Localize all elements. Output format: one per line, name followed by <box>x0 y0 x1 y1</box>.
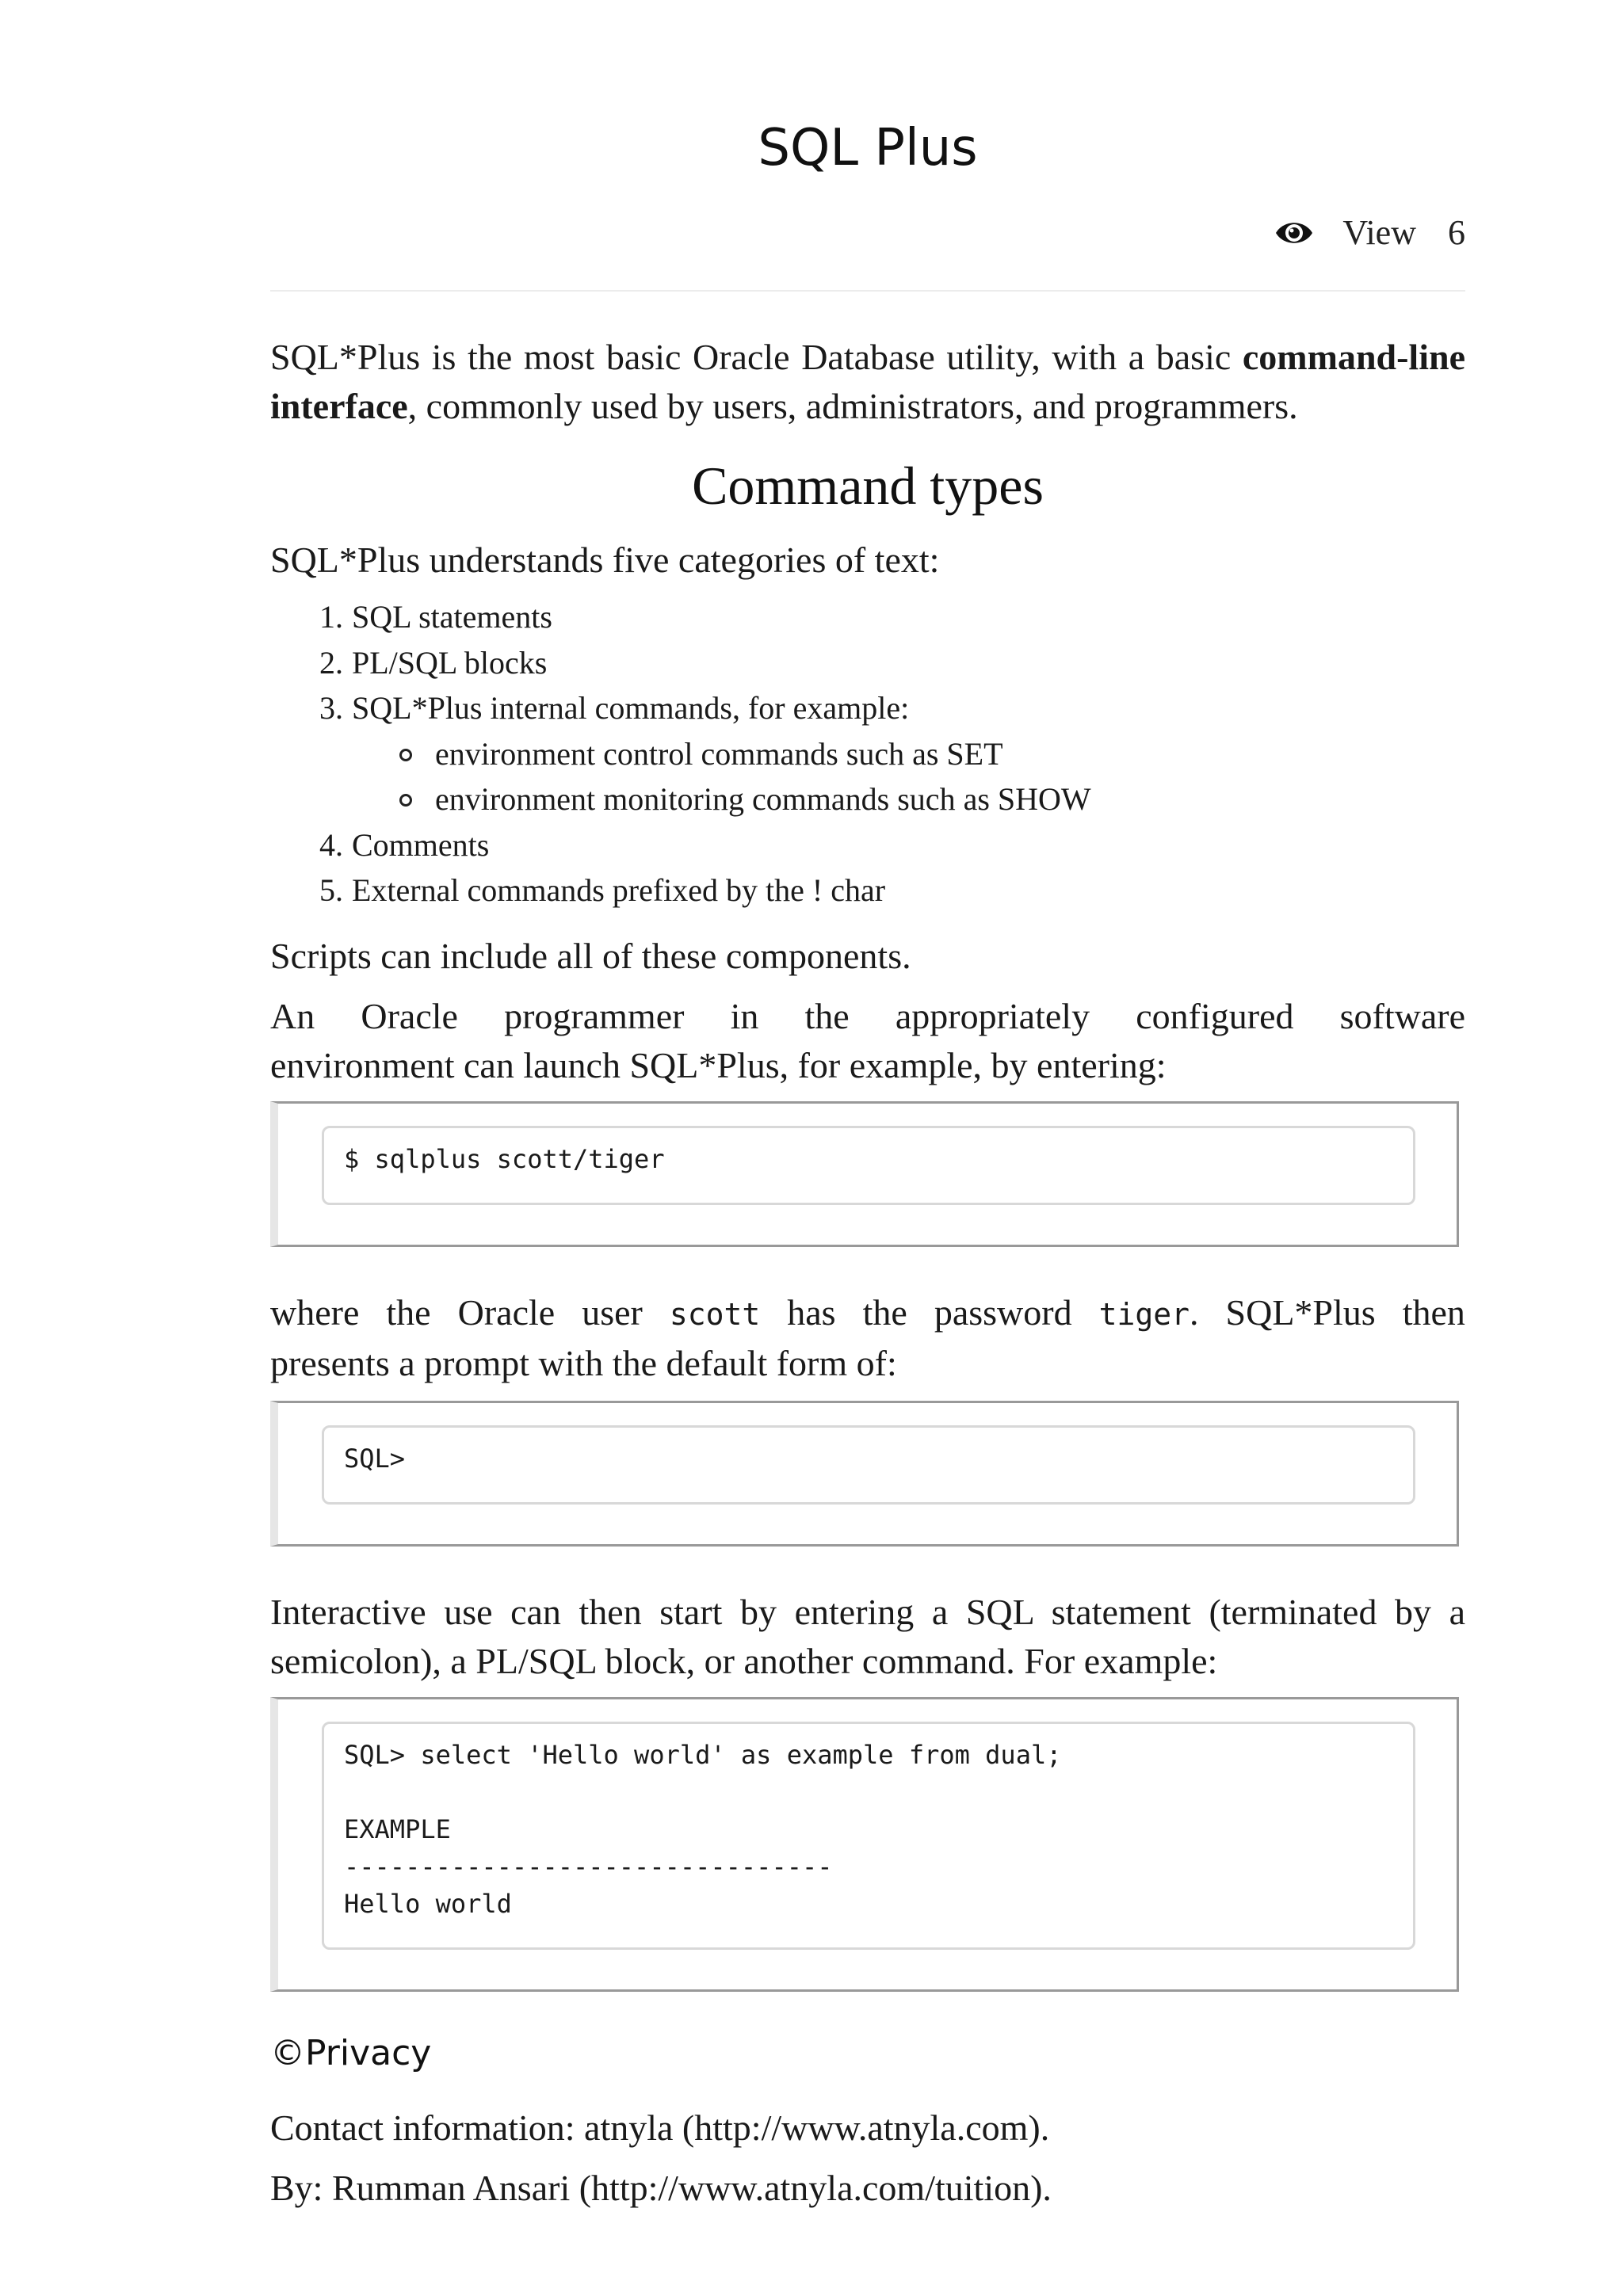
list-item-text: External commands prefixed by the ! char <box>352 872 886 908</box>
list-item-text: PL/SQL blocks <box>352 644 548 681</box>
list-item-number: 4. <box>319 826 343 863</box>
inline-code-user: scott <box>669 1297 761 1332</box>
contact-info: Contact information: atnyla (http://www.atnyla.com). <box>270 2107 1050 2148</box>
sub-list-item <box>270 731 1091 777</box>
page-title: SQL Plus <box>758 119 978 177</box>
prompt-word: the <box>386 1292 431 1333</box>
prompt-paragraph <box>270 1288 1465 1388</box>
section-heading: Command types <box>692 456 1044 516</box>
bullet-circle-icon <box>399 794 412 807</box>
categories-list <box>270 594 1091 913</box>
author-byline: By: Rumman Ansari (http://www.atnyla.com/tuition). <box>270 2168 1052 2208</box>
list-item <box>270 640 1091 686</box>
list-item-number: 2. <box>319 644 343 681</box>
intro-paragraph <box>270 333 1465 431</box>
eye-icon <box>1274 217 1314 249</box>
view-counter <box>1274 212 1465 253</box>
prompt-word: the <box>862 1292 907 1333</box>
prompt-word: has <box>787 1292 836 1333</box>
list-item-number: 5. <box>319 872 343 908</box>
prompt-word: . <box>1190 1292 1199 1333</box>
prompt-line-2: presents a prompt with the default form of: <box>270 1343 897 1383</box>
interactive-paragraph <box>270 1588 1465 1686</box>
sub-list-item-text: environment control commands such as SET <box>435 735 1003 772</box>
sub-list-item <box>270 776 1091 822</box>
list-item <box>270 685 1091 822</box>
list-item-number: 3. <box>319 690 343 726</box>
interactive-line-1: Interactive use can then start by entering a SQL statement (terminated by a <box>270 1592 1465 1632</box>
code-block-example-content: SQL> select 'Hello world' as example from dual; EXAMPLE -------------------------------- Hello world <box>322 1722 1415 1950</box>
list-item-text: SQL statements <box>352 599 552 635</box>
interactive-line-2: semicolon), a PL/SQL block, or another command. For example: <box>270 1641 1218 1681</box>
categories-lead: SQL*Plus understands five categories of text: <box>270 540 940 580</box>
sub-list <box>270 731 1091 822</box>
code-block-launch <box>270 1101 1459 1247</box>
launch-line-1: An Oracle programmer in the appropriately configured software <box>270 996 1465 1036</box>
prompt-word: user <box>582 1292 643 1333</box>
view-label: View <box>1342 213 1416 252</box>
prompt-word: Oracle <box>457 1292 556 1333</box>
prompt-word: password <box>934 1292 1072 1333</box>
list-item-number: 1. <box>319 599 343 635</box>
code-block-prompt <box>270 1401 1459 1547</box>
bullet-circle-icon <box>399 749 412 761</box>
prompt-word: SQL*Plus <box>1225 1292 1376 1333</box>
view-count: 6 <box>1448 213 1465 252</box>
scripts-note: Scripts can include all of these components. <box>270 936 911 976</box>
intro-text-end: , commonly used by users, administrators, and programmers. <box>407 386 1298 426</box>
code-block-launch-content: $ sqlplus scott/tiger <box>322 1126 1415 1205</box>
divider <box>270 290 1465 292</box>
code-block-prompt-content: SQL> <box>322 1425 1415 1505</box>
launch-line-2: environment can launch SQL*Plus, for example, by entering: <box>270 1045 1167 1085</box>
prompt-word: then <box>1402 1292 1465 1333</box>
list-item <box>270 822 1091 868</box>
prompt-word: where <box>270 1292 360 1333</box>
intro-bold: command-line interface <box>270 337 1465 426</box>
privacy-link[interactable]: ©Privacy <box>270 2033 432 2073</box>
prompt-line-1 <box>270 1288 1465 1339</box>
list-item-text: Comments <box>352 826 490 863</box>
inline-code-password: tiger <box>1098 1297 1190 1332</box>
list-item <box>270 594 1091 640</box>
launch-paragraph <box>270 992 1465 1090</box>
intro-text: SQL*Plus is the most basic Oracle Database utility, with a basic <box>270 337 1243 377</box>
list-item-text: SQL*Plus internal commands, for example: <box>352 690 910 726</box>
list-item <box>270 868 1091 913</box>
sub-list-item-text: environment monitoring commands such as SHOW <box>435 781 1091 817</box>
code-block-example <box>270 1697 1459 1992</box>
